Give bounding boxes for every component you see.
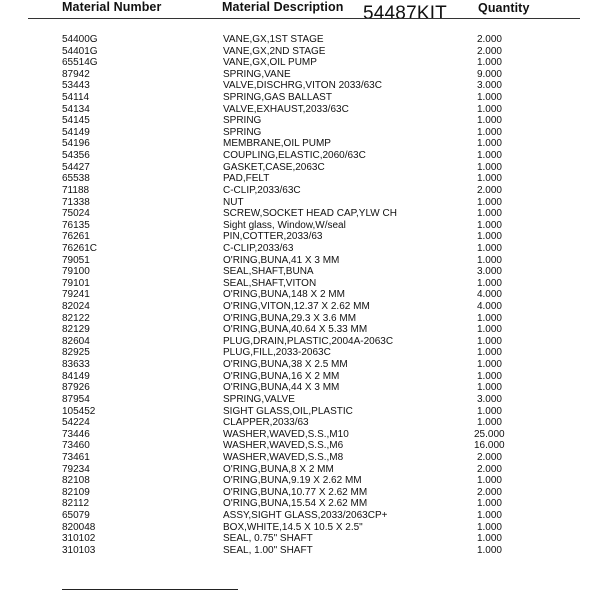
material-description-cell: WASHER,WAVED,S.S.,M6 <box>223 440 344 452</box>
header-divider <box>28 18 580 19</box>
material-number-cell: 820048 <box>62 521 96 533</box>
material-number-cell: 54400G <box>62 34 98 45</box>
table-row <box>0 80 600 92</box>
table-row <box>0 464 600 476</box>
material-description-cell: VALVE,EXHAUST,2033/63C <box>223 103 349 115</box>
material-description-cell: ASSY,SIGHT GLASS,2033/2063CP+ <box>223 509 388 521</box>
material-description-cell: COUPLING,ELASTIC,2060/63C <box>223 150 366 162</box>
quantity-cell: 9.000 <box>476 68 502 80</box>
material-description-cell: O'RING,BUNA,40.64 X 5.33 MM <box>223 324 368 336</box>
table-row <box>0 359 600 371</box>
column-header-material-description: Material Description <box>222 0 344 14</box>
material-number-cell: 82112 <box>62 498 90 510</box>
material-number-cell: 65514G <box>62 57 98 69</box>
table-row <box>0 406 600 418</box>
table-row <box>0 243 600 255</box>
table-row <box>0 57 600 69</box>
material-description-cell: SPRING,VALVE <box>223 393 295 405</box>
material-number-cell: 65538 <box>62 173 90 185</box>
quantity-cell: 1.000 <box>476 521 502 533</box>
table-row <box>0 545 600 557</box>
quantity-cell: 1.000 <box>476 219 502 231</box>
table-row <box>0 475 600 487</box>
material-number-cell: 54114 <box>62 92 90 104</box>
material-number-cell: 87942 <box>62 68 90 80</box>
table-row <box>0 34 600 46</box>
quantity-cell: 1.000 <box>476 231 502 243</box>
quantity-cell: 1.000 <box>476 161 502 173</box>
material-description-cell: O'RING,BUNA,16 X 2 MM <box>223 370 340 382</box>
table-row <box>0 382 600 394</box>
quantity-cell: 1.000 <box>476 173 502 185</box>
quantity-cell: 1.000 <box>476 150 502 162</box>
material-description-cell: O'RING,BUNA,8 X 2 MM <box>223 463 334 475</box>
material-description-cell: SEAL, 0.75" SHAFT <box>223 533 313 545</box>
material-description-cell: SPRING,VANE <box>223 68 291 80</box>
material-number-cell: 54427 <box>62 161 90 173</box>
material-number-cell: 87926 <box>62 382 90 394</box>
material-number-cell: 54356 <box>62 150 90 162</box>
material-number-cell: 82122 <box>62 312 90 324</box>
material-number-cell: 310102 <box>62 533 96 545</box>
material-number-cell: 71188 <box>62 184 90 196</box>
table-row <box>0 278 600 290</box>
material-number-cell: 54145 <box>62 115 90 127</box>
quantity-cell: 2.000 <box>476 451 502 463</box>
table-row <box>0 301 600 313</box>
material-description-cell: SIGHT GLASS,OIL,PLASTIC <box>223 405 353 417</box>
material-number-cell: 65079 <box>62 509 90 521</box>
material-description-cell: SPRING,GAS BALLAST <box>223 92 332 104</box>
table-row <box>0 104 600 116</box>
table-row <box>0 255 600 267</box>
quantity-cell: 1.000 <box>476 498 502 510</box>
material-description-cell: WASHER,WAVED,S.S.,M10 <box>223 428 349 440</box>
material-number-cell: 53443 <box>62 80 90 92</box>
material-description-cell: VANE,GX,1ST STAGE <box>223 34 324 45</box>
material-description-cell: O'RING,BUNA,10.77 X 2.62 MM <box>223 486 368 498</box>
quantity-cell: 1.000 <box>476 533 502 545</box>
material-number-cell: 82129 <box>62 324 90 336</box>
quantity-cell: 3.000 <box>476 80 502 92</box>
material-number-cell: 73461 <box>62 451 90 463</box>
material-description-cell: Sight glass, Window,W/seal <box>223 219 346 231</box>
quantity-cell: 4.000 <box>476 289 502 301</box>
quantity-cell: 1.000 <box>476 115 502 127</box>
material-number-cell: 54196 <box>62 138 90 150</box>
material-description-cell: SCREW,SOCKET HEAD CAP,YLW CH <box>223 208 397 220</box>
material-description-cell: NUT <box>223 196 244 208</box>
table-row <box>0 92 600 104</box>
quantity-cell: 1.000 <box>476 417 502 429</box>
table-row <box>0 452 600 464</box>
material-description-cell: C-CLIP,2033/63 <box>223 242 294 254</box>
quantity-cell: 2.000 <box>476 463 502 475</box>
table-row <box>0 313 600 325</box>
material-number-cell: 87954 <box>62 393 90 405</box>
table-row <box>0 487 600 499</box>
material-number-cell: 82024 <box>62 301 90 313</box>
quantity-cell: 1.000 <box>476 92 502 104</box>
quantity-cell: 2.000 <box>476 486 502 498</box>
material-description-cell: PLUG,DRAIN,PLASTIC,2004A-2063C <box>223 335 394 347</box>
quantity-cell: 1.000 <box>476 475 502 487</box>
material-number-cell: 73460 <box>62 440 90 452</box>
quantity-cell: 1.000 <box>476 103 502 115</box>
material-number-cell: 79051 <box>62 254 90 266</box>
quantity-cell: 2.000 <box>476 184 502 196</box>
material-description-cell: O'RING,BUNA,44 X 3 MM <box>223 382 340 394</box>
quantity-cell: 1.000 <box>476 370 502 382</box>
quantity-cell: 1.000 <box>476 405 502 417</box>
material-number-cell: 73446 <box>62 428 90 440</box>
quantity-cell: 1.000 <box>476 208 502 220</box>
material-description-cell: WASHER,WAVED,S.S.,M8 <box>223 451 344 463</box>
table-row <box>0 127 600 139</box>
table-row <box>0 69 600 81</box>
material-number-cell: 82109 <box>62 486 90 498</box>
material-description-cell: SPRING <box>223 115 262 127</box>
quantity-cell: 1.000 <box>476 335 502 347</box>
table-row <box>0 510 600 522</box>
quantity-cell: 2.000 <box>476 45 502 57</box>
material-number-cell: 75024 <box>62 208 90 220</box>
table-row <box>0 185 600 197</box>
column-header-quantity: Quantity <box>478 1 530 15</box>
table-row <box>0 417 600 429</box>
table-row <box>0 231 600 243</box>
quantity-cell: 16.000 <box>474 440 505 452</box>
material-number-cell: 76261C <box>62 242 98 254</box>
quantity-cell: 4.000 <box>476 301 502 313</box>
material-description-cell: O'RING,BUNA,29.3 X 3.6 MM <box>223 312 357 324</box>
material-description-cell: BOX,WHITE,14.5 X 10.5 X 2.5" <box>223 521 363 533</box>
material-number-cell: 310103 <box>62 544 96 556</box>
material-description-cell: C-CLIP,2033/63C <box>223 184 301 196</box>
material-number-cell: 82604 <box>62 335 90 347</box>
table-row <box>0 197 600 209</box>
table-row <box>0 115 600 127</box>
material-description-cell: O'RING,BUNA,38 X 2.5 MM <box>223 359 348 371</box>
quantity-cell: 1.000 <box>476 382 502 394</box>
table-row <box>0 371 600 383</box>
bottom-divider <box>62 589 238 590</box>
material-description-cell: O'RING,BUNA,148 X 2 MM <box>223 289 345 301</box>
quantity-cell: 1.000 <box>476 277 502 289</box>
material-number-cell: 82925 <box>62 347 90 359</box>
material-description-cell: PAD,FELT <box>223 173 270 185</box>
quantity-cell: 1.000 <box>476 242 502 254</box>
table-row <box>0 150 600 162</box>
material-description-cell: SEAL, 1.00" SHAFT <box>223 544 313 556</box>
material-number-cell: 54401G <box>62 45 98 57</box>
material-description-cell: O'RING,VITON,12.37 X 2.62 MM <box>223 301 370 313</box>
material-description-cell: SEAL,SHAFT,BUNA <box>223 266 314 278</box>
material-number-cell: 54149 <box>62 126 90 138</box>
quantity-cell: 1.000 <box>476 138 502 150</box>
table-row <box>0 138 600 150</box>
material-description-cell: VANE,GX,2ND STAGE <box>223 45 326 57</box>
material-number-cell: 79234 <box>62 463 90 475</box>
table-row <box>0 220 600 232</box>
material-number-cell: 54224 <box>62 417 90 429</box>
quantity-cell: 1.000 <box>476 254 502 266</box>
quantity-cell: 1.000 <box>476 312 502 324</box>
table-row <box>0 162 600 174</box>
material-number-cell: 54134 <box>62 103 90 115</box>
table-row <box>0 440 600 452</box>
table-row <box>0 266 600 278</box>
quantity-cell: 1.000 <box>476 196 502 208</box>
material-description-cell: O'RING,BUNA,15.54 X 2.62 MM <box>223 498 368 510</box>
material-description-cell: VALVE,DISCHRG,VITON 2033/63C <box>223 80 382 92</box>
parts-table <box>0 34 600 556</box>
table-row <box>0 429 600 441</box>
quantity-cell: 1.000 <box>476 57 502 69</box>
material-description-cell: SEAL,SHAFT,VITON <box>223 277 317 289</box>
quantity-cell: 1.000 <box>476 126 502 138</box>
material-number-cell: 79100 <box>62 266 90 278</box>
material-description-cell: CLAPPER,2033/63 <box>223 417 309 429</box>
table-row <box>0 289 600 301</box>
material-number-cell: 76261 <box>62 231 90 243</box>
table-row <box>0 208 600 220</box>
column-header-material-number: Material Number <box>62 0 162 14</box>
material-description-cell: PIN,COTTER,2033/63 <box>223 231 323 243</box>
table-row <box>0 46 600 58</box>
material-number-cell: 79241 <box>62 289 90 301</box>
material-description-cell: PLUG,FILL,2033-2063C <box>223 347 331 359</box>
material-description-cell: GASKET,CASE,2063C <box>223 161 325 173</box>
material-number-cell: 82108 <box>62 475 90 487</box>
quantity-cell: 1.000 <box>476 509 502 521</box>
table-row <box>0 498 600 510</box>
quantity-cell: 1.000 <box>476 359 502 371</box>
table-row <box>0 533 600 545</box>
table-row <box>0 394 600 406</box>
table-row <box>0 347 600 359</box>
table-row <box>0 173 600 185</box>
table-row <box>0 324 600 336</box>
table-row <box>0 522 600 534</box>
material-description-cell: O'RING,BUNA,9.19 X 2.62 MM <box>223 475 362 487</box>
material-number-cell: 71338 <box>62 196 90 208</box>
quantity-cell: 25.000 <box>474 428 505 440</box>
material-description-cell: SPRING <box>223 126 262 138</box>
material-number-cell: 105452 <box>62 405 96 417</box>
material-description-cell: O'RING,BUNA,41 X 3 MM <box>223 254 340 266</box>
quantity-cell: 1.000 <box>476 544 502 556</box>
material-number-cell: 83633 <box>62 359 90 371</box>
quantity-cell: 3.000 <box>476 393 502 405</box>
quantity-cell: 1.000 <box>476 347 502 359</box>
quantity-cell: 2.000 <box>476 34 502 45</box>
material-description-cell: VANE,GX,OIL PUMP <box>223 57 317 69</box>
material-description-cell: MEMBRANE,OIL PUMP <box>223 138 331 150</box>
quantity-cell: 3.000 <box>476 266 502 278</box>
material-number-cell: 84149 <box>62 370 90 382</box>
table-row <box>0 336 600 348</box>
kit-id: 54487KIT <box>363 3 447 24</box>
material-number-cell: 79101 <box>62 277 90 289</box>
material-number-cell: 76135 <box>62 219 90 231</box>
quantity-cell: 1.000 <box>476 324 502 336</box>
